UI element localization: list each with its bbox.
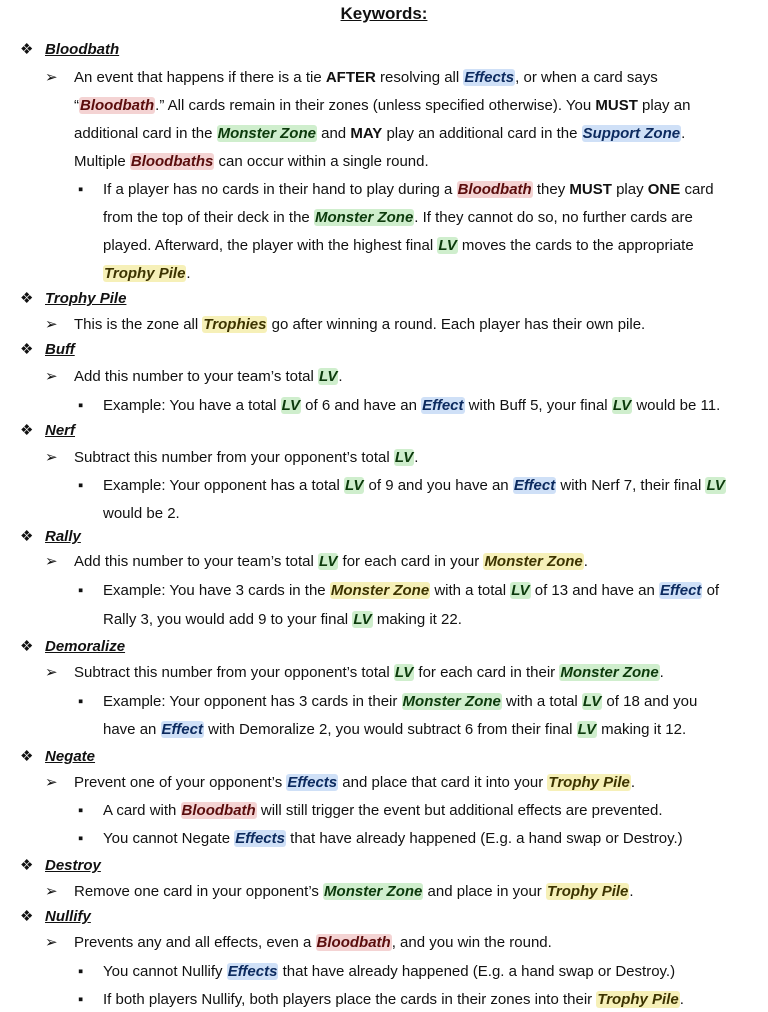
plain-text: that have already happened (E.g. a hand swap or Destroy.) bbox=[278, 963, 676, 980]
bold-term: ONE bbox=[647, 181, 681, 198]
plain-text: . bbox=[414, 449, 419, 466]
plain-text: of 18 and you bbox=[602, 693, 698, 710]
plain-text: and place that card it into your bbox=[338, 774, 548, 791]
keyword-term: Destroy bbox=[45, 857, 101, 874]
highlight-green: LV bbox=[394, 449, 414, 466]
highlight-green: Monster Zone bbox=[314, 209, 414, 226]
highlight-green: LV bbox=[353, 611, 372, 628]
plain-text: If a player has no cards in their hand to play during a bbox=[103, 181, 457, 198]
bold-term: MUST bbox=[595, 97, 638, 114]
line-text bbox=[45, 635, 125, 659]
line-text bbox=[103, 579, 719, 603]
arrow-bullet-icon: ➢ bbox=[45, 664, 58, 681]
plain-text: play an bbox=[637, 97, 691, 114]
line-text bbox=[74, 66, 658, 90]
arrow-bullet-icon: ➢ bbox=[45, 449, 58, 466]
plain-text: would be 11. bbox=[632, 397, 721, 414]
line-text bbox=[103, 502, 180, 526]
plain-text: additional card in the bbox=[74, 125, 217, 142]
line-text bbox=[74, 661, 664, 685]
line-text bbox=[74, 931, 552, 955]
line-text bbox=[103, 206, 693, 230]
highlight-green: LV bbox=[706, 477, 725, 494]
plain-text: You cannot Nullify bbox=[103, 963, 227, 980]
highlight-blue: Effects bbox=[287, 774, 338, 791]
diamond-bullet-icon: ❖ bbox=[20, 908, 34, 925]
keyword-term: Nerf bbox=[45, 422, 76, 439]
plain-text: , or when a card says bbox=[515, 69, 658, 86]
highlight-green: LV bbox=[319, 553, 338, 570]
plain-text: . bbox=[338, 368, 343, 385]
line-text bbox=[74, 94, 690, 118]
square-bullet-icon: ▪ bbox=[78, 991, 84, 1008]
line-text bbox=[103, 394, 720, 418]
line-text bbox=[74, 150, 429, 174]
plain-text: Example: Your opponent has 3 cards in their bbox=[103, 693, 402, 710]
highlight-blue: Effects bbox=[227, 963, 278, 980]
square-bullet-icon: ▪ bbox=[78, 802, 84, 819]
plain-text: for each card in your bbox=[338, 553, 484, 570]
line-text bbox=[74, 880, 634, 904]
highlight-green: LV bbox=[438, 237, 457, 254]
bold-term: MAY bbox=[350, 125, 383, 142]
diamond-bullet-icon: ❖ bbox=[20, 857, 34, 874]
highlight-yellow: Trophy Pile bbox=[104, 265, 186, 282]
line-text bbox=[103, 718, 686, 742]
plain-text: with Buff 5, your final bbox=[464, 397, 612, 414]
line-text bbox=[103, 690, 697, 714]
plain-text: with Demoralize 2, you would subtract 6 from their final bbox=[203, 721, 577, 738]
highlight-red: Bloodbaths bbox=[130, 153, 214, 170]
plain-text: of bbox=[702, 582, 720, 599]
line-text bbox=[45, 419, 75, 443]
square-bullet-icon: ▪ bbox=[78, 830, 84, 847]
line-text bbox=[103, 827, 683, 851]
highlight-red: Bloodbath bbox=[80, 97, 155, 114]
line-text bbox=[45, 338, 75, 362]
document-title: Keywords: bbox=[340, 4, 428, 23]
square-bullet-icon: ▪ bbox=[78, 477, 84, 494]
highlight-yellow: Monster Zone bbox=[484, 553, 583, 570]
highlight-green: LV bbox=[281, 397, 300, 414]
arrow-bullet-icon: ➢ bbox=[45, 883, 58, 900]
arrow-bullet-icon: ➢ bbox=[45, 774, 58, 791]
plain-text: This is the zone all bbox=[74, 316, 203, 333]
highlight-yellow: Monster Zone bbox=[330, 582, 430, 599]
plain-text: Remove one card in your opponent’s bbox=[74, 883, 324, 900]
highlight-blue: Effect bbox=[660, 582, 702, 599]
square-bullet-icon: ▪ bbox=[78, 963, 84, 980]
plain-text: making it 22. bbox=[372, 611, 462, 628]
plain-text: . bbox=[186, 265, 191, 282]
plain-text: . bbox=[629, 883, 634, 900]
line-text bbox=[45, 905, 91, 929]
plain-text: Add this number to your team’s total bbox=[74, 553, 319, 570]
highlight-green: LV bbox=[319, 368, 338, 385]
highlight-green: LV bbox=[577, 721, 596, 738]
plain-text: Rally 3, you would add 9 to your final bbox=[103, 611, 353, 628]
plain-text: will still trigger the event but additional effects are prevented. bbox=[256, 802, 663, 819]
highlight-green: LV bbox=[582, 693, 602, 710]
plain-text: have an bbox=[103, 721, 161, 738]
plain-text: Prevent one of your opponent’s bbox=[74, 774, 287, 791]
plain-text: , and you win the round. bbox=[391, 934, 552, 951]
highlight-green: LV bbox=[612, 397, 632, 414]
plain-text: If both players Nullify, both players place the cards in their zones into their bbox=[103, 991, 597, 1008]
line-text bbox=[74, 313, 645, 337]
plain-text: and bbox=[316, 125, 351, 142]
plain-text: . bbox=[679, 991, 684, 1008]
line-text bbox=[103, 234, 694, 258]
plain-text: Subtract this number from your opponent’s total bbox=[74, 664, 394, 681]
line-text bbox=[74, 446, 418, 470]
plain-text: would be 2. bbox=[103, 505, 180, 522]
keyword-term: Trophy Pile bbox=[45, 290, 127, 307]
plain-text: they bbox=[532, 181, 570, 198]
plain-text: A card with bbox=[103, 802, 181, 819]
highlight-blue: Effect bbox=[513, 477, 556, 494]
highlight-yellow: Trophies bbox=[203, 316, 267, 333]
diamond-bullet-icon: ❖ bbox=[20, 638, 34, 655]
plain-text: of 6 and have an bbox=[300, 397, 422, 414]
plain-text: An event that happens if there is a tie bbox=[74, 69, 326, 86]
highlight-green: Monster Zone bbox=[402, 693, 501, 710]
plain-text: with a total bbox=[430, 582, 511, 599]
line-text bbox=[103, 608, 462, 632]
plain-text: of 13 and have an bbox=[530, 582, 659, 599]
plain-text: Example: Your opponent has a total bbox=[103, 477, 345, 494]
keyword-term: Nullify bbox=[45, 908, 91, 925]
arrow-bullet-icon: ➢ bbox=[45, 934, 58, 951]
plain-text: card bbox=[680, 181, 714, 198]
plain-text: You cannot Negate bbox=[103, 830, 235, 847]
plain-text: Multiple bbox=[74, 153, 130, 170]
plain-text: for each card in their bbox=[414, 664, 560, 681]
line-text bbox=[74, 771, 635, 795]
diamond-bullet-icon: ❖ bbox=[20, 41, 34, 58]
plain-text: play bbox=[611, 181, 648, 198]
keyword-term: Rally bbox=[45, 528, 81, 545]
highlight-green: Monster Zone bbox=[560, 664, 659, 681]
highlight-blue: Effect bbox=[422, 397, 464, 414]
keyword-term: Negate bbox=[45, 748, 96, 765]
highlight-blue: Effect bbox=[161, 721, 203, 738]
plain-text: of 9 and you have an bbox=[364, 477, 513, 494]
square-bullet-icon: ▪ bbox=[78, 181, 84, 198]
bold-term: AFTER bbox=[325, 69, 376, 86]
keyword-term: Buff bbox=[45, 341, 75, 358]
plain-text: . bbox=[681, 125, 686, 142]
square-bullet-icon: ▪ bbox=[78, 397, 84, 414]
line-text bbox=[45, 287, 126, 311]
line-text bbox=[45, 38, 119, 62]
highlight-red: Bloodbath bbox=[181, 802, 256, 819]
line-text bbox=[103, 960, 675, 984]
plain-text: Example: You have 3 cards in the bbox=[103, 582, 330, 599]
arrow-bullet-icon: ➢ bbox=[45, 553, 58, 570]
plain-text: that have already happened (E.g. a hand swap or Destroy.) bbox=[285, 830, 683, 847]
line-text bbox=[45, 854, 101, 878]
plain-text: .” All cards remain in their zones (unless specified otherwise). You bbox=[155, 97, 596, 114]
plain-text: making it 12. bbox=[596, 721, 687, 738]
plain-text: resolving all bbox=[375, 69, 464, 86]
plain-text: . bbox=[583, 553, 588, 570]
highlight-blue: Support Zone bbox=[582, 125, 681, 142]
highlight-green: LV bbox=[394, 664, 414, 681]
arrow-bullet-icon: ➢ bbox=[45, 368, 58, 385]
plain-text: play an additional card in the bbox=[382, 125, 582, 142]
highlight-yellow: Trophy Pile bbox=[548, 774, 630, 791]
line-text bbox=[74, 550, 588, 574]
highlight-yellow: Trophy Pile bbox=[546, 883, 629, 900]
plain-text: from the top of their deck in the bbox=[103, 209, 314, 226]
line-text bbox=[103, 178, 714, 202]
plain-text: go after winning a round. Each player has their own pile. bbox=[267, 316, 646, 333]
arrow-bullet-icon: ➢ bbox=[45, 69, 58, 86]
square-bullet-icon: ▪ bbox=[78, 693, 84, 710]
diamond-bullet-icon: ❖ bbox=[20, 341, 34, 358]
diamond-bullet-icon: ❖ bbox=[20, 528, 34, 545]
plain-text: . bbox=[659, 664, 664, 681]
square-bullet-icon: ▪ bbox=[78, 582, 84, 599]
plain-text: Prevents any and all effects, even a bbox=[74, 934, 316, 951]
line-text bbox=[45, 525, 81, 549]
plain-text: Subtract this number from your opponent’s total bbox=[74, 449, 394, 466]
plain-text: “ bbox=[74, 97, 79, 114]
plain-text: Example: You have a total bbox=[103, 397, 281, 414]
keyword-term: Bloodbath bbox=[45, 41, 120, 58]
highlight-green: Monster Zone bbox=[324, 883, 423, 900]
line-text bbox=[103, 988, 684, 1012]
line-text bbox=[45, 745, 95, 769]
line-text bbox=[74, 365, 343, 389]
keyword-term: Demoralize bbox=[45, 638, 126, 655]
plain-text: with Nerf 7, their final bbox=[556, 477, 706, 494]
highlight-red: Bloodbath bbox=[457, 181, 532, 198]
plain-text: . bbox=[630, 774, 636, 791]
plain-text: and place in your bbox=[423, 883, 546, 900]
highlight-green: LV bbox=[511, 582, 530, 599]
plain-text: can occur within a single round. bbox=[214, 153, 429, 170]
plain-text: moves the cards to the appropriate bbox=[457, 237, 694, 254]
line-text bbox=[103, 799, 663, 823]
highlight-green: Monster Zone bbox=[217, 125, 316, 142]
line-text bbox=[103, 474, 726, 498]
plain-text: played. Afterward, the player with the highest final bbox=[103, 237, 438, 254]
plain-text: with a total bbox=[501, 693, 582, 710]
highlight-green: LV bbox=[345, 477, 364, 494]
line-text bbox=[74, 122, 685, 146]
plain-text: Add this number to your team’s total bbox=[74, 368, 319, 385]
highlight-blue: Effects bbox=[464, 69, 515, 86]
highlight-blue: Effects bbox=[235, 830, 285, 847]
plain-text: . If they cannot do so, no further cards are bbox=[414, 209, 693, 226]
diamond-bullet-icon: ❖ bbox=[20, 748, 34, 765]
bold-term: MUST bbox=[569, 181, 612, 198]
arrow-bullet-icon: ➢ bbox=[45, 316, 58, 333]
diamond-bullet-icon: ❖ bbox=[20, 290, 34, 307]
highlight-yellow: Trophy Pile bbox=[597, 991, 679, 1008]
highlight-red: Bloodbath bbox=[316, 934, 391, 951]
line-text bbox=[103, 262, 191, 286]
diamond-bullet-icon: ❖ bbox=[20, 422, 34, 439]
